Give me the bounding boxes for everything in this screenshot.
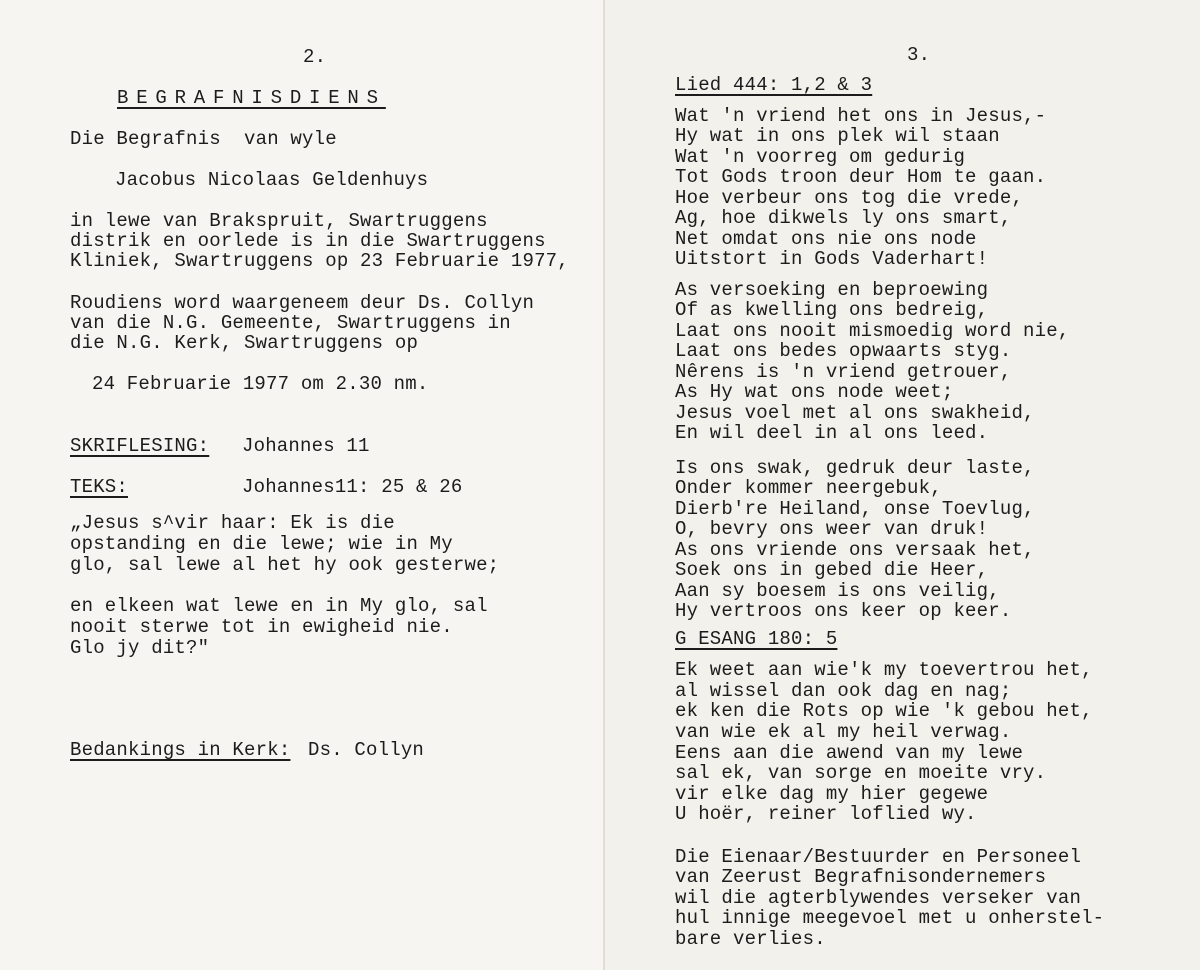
residence-line: distrik en oorlede is in die Swartruggens [70,230,546,252]
verse-line: Laat ons bedes opwaarts styg. [675,340,1012,362]
text-value: Johannes11: 25 & 26 [242,476,463,498]
intro-line: Die Begrafnis van wyle [70,128,337,150]
service-line: die N.G. Kerk, Swartruggens op [70,332,419,354]
closing-line: wil die agterblywendes verseker van [675,887,1082,909]
hymn-title: Lied 444: 1,2 & 3 [675,74,873,96]
deceased-name: Jacobus Nicolaas Geldenhuys [115,169,429,191]
closing-line: van Zeerust Begrafnisondernemers [675,866,1047,888]
verse-line: Soek ons in gebed die Heer, [675,559,989,581]
gesang-line: Eens aan die awend van my lewe [675,742,1024,764]
service-line: Roudiens word waargeneem deur Ds. Collyn [70,292,535,314]
quote-line: nooit sterwe tot in ewigheid nie. [70,616,453,638]
gesang-line: van wie ek al my heil verwag. [675,721,1012,743]
closing-line: Die Eienaar/Bestuurder en Personeel [675,846,1082,868]
verse-line: Jesus voel met al ons swakheid, [675,402,1035,424]
verse-line: Net omdat ons nie ons node [675,228,977,250]
reading-label: SKRIFLESING: [70,435,210,457]
gesang-line: vir elke dag my hier gegewe [675,783,989,805]
page-title: BEGRAFNISDIENS [117,87,386,109]
verse-line: Tot Gods troon deur Hom te gaan. [675,166,1047,188]
page-number-left: 2. [303,46,327,68]
verse-line: Laat ons nooit mismoedig word nie, [675,320,1070,342]
right-page [605,0,1200,970]
gesang-line: sal ek, van sorge en moeite vry. [675,762,1047,784]
verse-line: Of as kwelling ons bedreig, [675,299,989,321]
verse-line: As versoeking en beproewing [675,279,989,301]
verse-line: Hoe verbeur ons tog die vrede, [675,187,1024,209]
reading-value: Johannes 11 [242,435,370,457]
verse-line: Wat 'n voorreg om gedurig [675,146,966,168]
quote-line: en elkeen wat lewe en in My glo, sal [70,595,488,617]
verse-line: As ons vriende ons versaak het, [675,539,1035,561]
verse-line: En wil deel in al ons leed. [675,422,989,444]
gesang-title: G ESANG 180: 5 [675,628,838,650]
quote-line: „Jesus s^vir haar: Ek is die [70,512,395,534]
quote-line: glo, sal lewe al het hy ook gesterwe; [70,554,500,576]
verse-line: Onder kommer neergebuk, [675,477,942,499]
verse-line: Wat 'n vriend het ons in Jesus,- [675,105,1047,127]
quote-line: Glo jy dit?" [70,637,210,659]
residence-line: in lewe van Brakspruit, Swartruggens [70,210,488,232]
verse-line: Is ons swak, gedruk deur laste, [675,457,1035,479]
thanks-label: Bedankings in Kerk: [70,739,291,761]
verse-line: Hy vertroos ons keer op keer. [675,600,1012,622]
service-line: van die N.G. Gemeente, Swartruggens in [70,312,511,334]
verse-line: Hy wat in ons plek wil staan [675,125,1000,147]
residence-line: Kliniek, Swartruggens op 23 Februarie 1977, [70,250,569,272]
verse-line: Uitstort in Gods Vaderhart! [675,248,989,270]
verse-line: Ag, hoe dikwels ly ons smart, [675,207,1012,229]
gesang-line: ek ken die Rots op wie 'k gebou het, [675,700,1093,722]
quote-line: opstanding en die lewe; wie in My [70,533,453,555]
closing-line: hul innige meegevoel met u onherstel- [675,907,1105,929]
gesang-line: Ek weet aan wie'k my toevertrou het, [675,659,1093,681]
closing-line: bare verlies. [675,928,826,950]
verse-line: Nêrens is 'n vriend getrouer, [675,361,1012,383]
verse-line: Dierb're Heiland, onse Toevlug, [675,498,1035,520]
gesang-line: U hoër, reiner loflied wy. [675,803,977,825]
verse-line: As Hy wat ons node weet; [675,381,954,403]
gesang-line: al wissel dan ook dag en nag; [675,680,1012,702]
verse-line: O, bevry ons weer van druk! [675,518,989,540]
verse-line: Aan sy boesem is ons veilig, [675,580,1000,602]
service-date: 24 Februarie 1977 om 2.30 nm. [92,373,429,395]
text-label: TEKS: [70,476,129,498]
thanks-value: Ds. Collyn [308,739,425,761]
page-number-right: 3. [907,44,931,66]
